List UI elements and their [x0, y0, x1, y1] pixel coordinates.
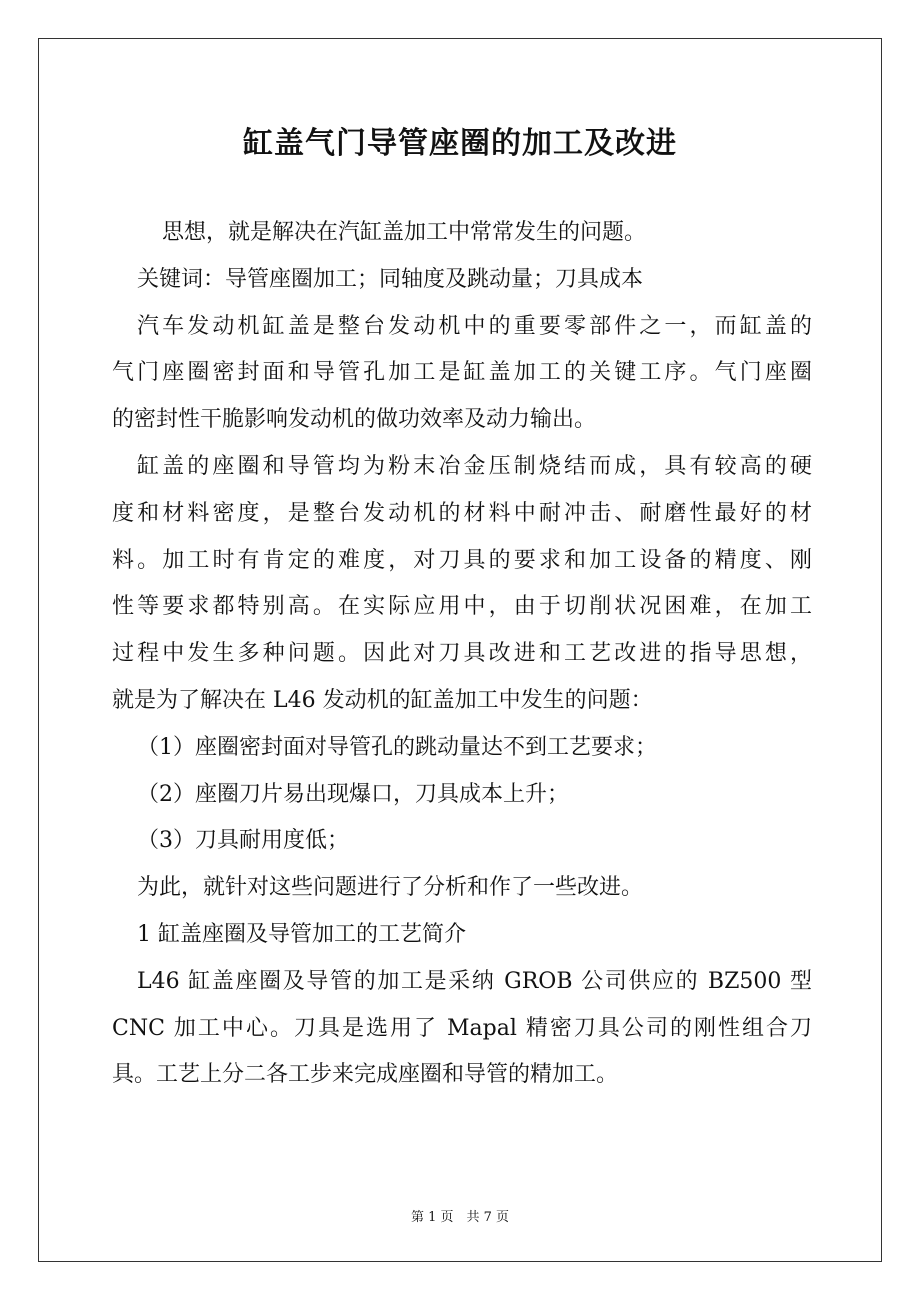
document-title: 缸盖气门导管座圈的加工及改进	[243, 126, 677, 161]
paragraph-line: CNC 加工中心。刀具是选用了 Mapal 精密刀具公司的刚性组合刀	[112, 1015, 812, 1041]
paragraph-line: 汽车发动机缸盖是整台发动机中的重要零部件之一，而缸盖的	[137, 313, 812, 339]
paragraph-line: 料。加工时有肯定的难度，对刀具的要求和加工设备的精度、刚	[112, 547, 812, 573]
list-item: （2）座圈刀片易出现爆口，刀具成本上升；	[137, 781, 569, 807]
paragraph-line: 气门座圈密封面和导管孔加工是缸盖加工的关键工序。气门座圈	[112, 360, 812, 386]
paragraph-line: L46 缸盖座圈及导管的加工是采纳 GROB 公司供应的 BZ500 型	[137, 968, 812, 994]
paragraph-line: 的密封性干脆影响发动机的做功效率及动力输出。	[112, 407, 597, 433]
paragraph-line: 具。工艺上分二各工步来完成座圈和导管的精加工。	[112, 1062, 619, 1088]
section-heading: 1 缸盖座圈及导管加工的工艺简介	[137, 921, 466, 947]
keywords-line: 关键词：导管座圈加工；同轴度及跳动量；刀具成本	[137, 266, 644, 292]
paragraph-line: 为此，就针对这些问题进行了分析和作了一些改进。	[137, 875, 644, 901]
list-item: （3）刀具耐用度低；	[137, 828, 349, 854]
paragraph-line: 思想，就是解决在汽缸盖加工中常常发生的问题。	[162, 220, 647, 245]
document-body	[112, 210, 812, 1099]
paragraph-line: 性等要求都特别高。在实际应用中，由于切削状况困难，在加工	[112, 594, 812, 620]
paragraph-line: 过程中发生多种问题。因此对刀具改进和工艺改进的指导思想，	[112, 641, 812, 667]
list-item: （1）座圈密封面对导管孔的跳动量达不到工艺要求；	[137, 734, 657, 760]
paragraph-line: 度和材料密度，是整台发动机的材料中耐冲击、耐磨性最好的材	[112, 500, 812, 526]
page-footer: 第 1 页 共 7 页	[410, 1210, 510, 1225]
paragraph-line: 缸盖的座圈和导管均为粉末冶金压制烧结而成，具有较高的硬	[137, 453, 812, 479]
paragraph-line: 就是为了解决在 L46 发动机的缸盖加工中发生的问题：	[112, 687, 653, 713]
